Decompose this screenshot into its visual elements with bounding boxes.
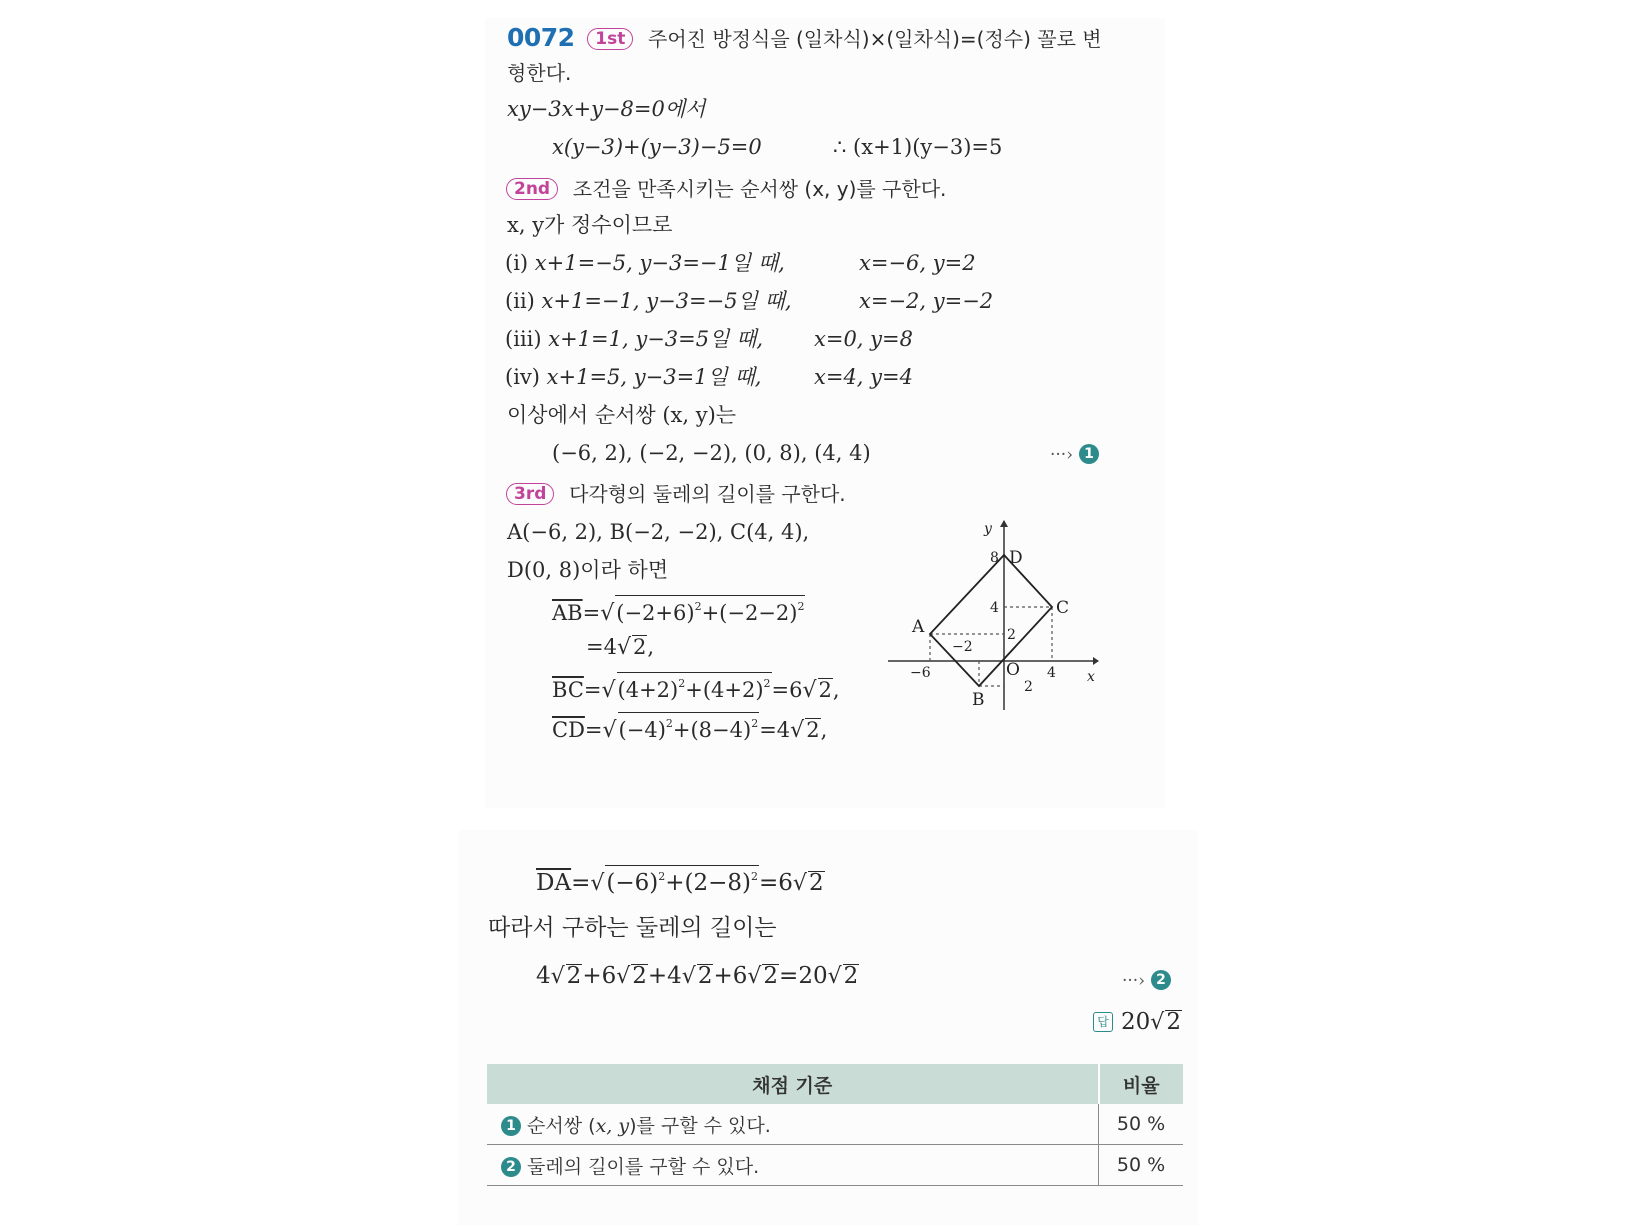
- tick-x4: 4: [1047, 665, 1056, 681]
- case-label: (ⅳ): [505, 365, 540, 389]
- perimeter-marker: [1122, 965, 1171, 995]
- step1-text: 주어진 방정식을 (일차식)×(일차식)=(정수) 꼴로 변: [648, 27, 1102, 51]
- perimeter-radicand: 2: [632, 963, 647, 989]
- label-d: D: [1009, 548, 1023, 568]
- marker-1-icon: 1: [1079, 444, 1099, 464]
- step2-header: [500, 175, 946, 203]
- radicand-part: +(2−8): [665, 870, 751, 896]
- perimeter-term: +6: [713, 963, 748, 989]
- equation-factored-result: ∴ (x+1)(y−3)=5: [833, 135, 1003, 159]
- result-tail: ,: [647, 635, 655, 659]
- perimeter-term: 4: [536, 963, 551, 989]
- header-ratio: 비율: [1099, 1064, 1184, 1104]
- result-coef: =4: [759, 718, 791, 742]
- step1-text-continued: 형한다.: [507, 61, 572, 85]
- step3-text: 다각형의 둘레의 길이를 구한다.: [569, 482, 846, 506]
- leader-dots: ···›: [1122, 971, 1146, 991]
- criterion-cell: [487, 1104, 1099, 1145]
- leader-dots: ···›: [1050, 445, 1074, 465]
- criterion-text: 순서쌍 (: [527, 1114, 596, 1137]
- criterion-text: )를 구할 수 있다.: [629, 1114, 771, 1137]
- integer-note: x, y가 정수이므로: [507, 213, 673, 237]
- distance-cd: $\overline{CD}=√(-4)^2+(8-4)^2=4√2$,: [552, 712, 827, 745]
- step2-tag: 2nd: [506, 178, 558, 200]
- criterion-cell: [487, 1145, 1099, 1186]
- radicand-part: (−4): [618, 718, 666, 742]
- tick-yneg2: 2: [1024, 679, 1033, 695]
- case-condition: x+1=5, y−3=1일 때,: [546, 365, 762, 389]
- problem-number: 0072: [507, 23, 575, 52]
- criterion-variable: x, y: [595, 1114, 630, 1137]
- case-label: (ⅰ): [505, 251, 529, 275]
- result-coef: =4: [586, 635, 617, 659]
- case-label: (ⅱ): [505, 289, 535, 313]
- points-definition: A(−6, 2), B(−2, −2), C(4, 4),: [507, 520, 810, 544]
- case-4: [505, 363, 761, 391]
- perimeter-term: =20: [779, 963, 828, 989]
- tick-y4: 4: [990, 600, 999, 616]
- quadrilateral-diagram: [880, 515, 1110, 720]
- label-a: A: [912, 617, 925, 637]
- case-result: x=−2, y=−2: [859, 289, 994, 313]
- segment-name: $\overline{BC}$: [552, 678, 584, 702]
- x-axis-arrow-icon: [1093, 657, 1099, 665]
- label-origin: O: [1006, 660, 1020, 680]
- label-c: C: [1056, 598, 1070, 618]
- pairs-marker: [1050, 439, 1099, 469]
- points-definition-continued: D(0, 8)이라 하면: [507, 558, 669, 582]
- result-radicand: 2: [633, 635, 647, 659]
- result-tail: ,: [820, 718, 828, 742]
- scoring-table: [487, 1064, 1183, 1186]
- case-result: x=−6, y=2: [859, 251, 976, 275]
- tick-xneg2: −2: [952, 639, 973, 655]
- marker-2-icon: 2: [501, 1157, 521, 1177]
- radicand-part: +(4+2): [685, 678, 764, 702]
- perimeter-intro: 따라서 구하는 둘레의 길이는: [488, 915, 777, 941]
- case-result: x=4, y=4: [814, 365, 913, 389]
- step3-header: [500, 480, 846, 508]
- result-coef: =6: [771, 678, 803, 702]
- case-3: [505, 325, 763, 353]
- result-tail: ,: [832, 678, 840, 702]
- result-radicand: 2: [806, 718, 820, 742]
- table-header-row: [487, 1064, 1183, 1104]
- perimeter-radicand: 2: [763, 963, 779, 989]
- perimeter-term: +6: [582, 963, 617, 989]
- final-answer: 답 20√2: [1093, 1008, 1182, 1037]
- table-row: [487, 1104, 1183, 1145]
- problem-header: [507, 24, 1102, 53]
- x-axis-label: x: [1087, 669, 1095, 685]
- result-radicand: 2: [818, 678, 832, 702]
- tick-y8: 8: [990, 550, 999, 566]
- radicand-part: +(8−4): [672, 718, 752, 742]
- result-radicand: 2: [808, 870, 824, 896]
- header-criterion: 채점 기준: [487, 1064, 1099, 1104]
- tick-xneg6: −6: [910, 665, 931, 681]
- answer-radicand: 2: [1166, 1009, 1181, 1035]
- distance-da: $\overline{DA}=√(-6)^2+(2-8)^2=6√2$: [536, 865, 825, 898]
- segment-name: $\overline{AB}$: [552, 601, 583, 625]
- y-axis-label: y: [984, 521, 992, 537]
- case-1: [505, 249, 785, 277]
- case-result: x=0, y=8: [814, 327, 913, 351]
- perimeter-radicand: 2: [843, 963, 859, 989]
- equation-factoring: [552, 133, 762, 161]
- radicand-part: (−6): [606, 870, 659, 896]
- equation-original: xy−3x+y−8=0에서: [507, 97, 706, 121]
- marker-1-icon: 1: [501, 1116, 521, 1136]
- ratio-cell: 50 %: [1099, 1145, 1184, 1186]
- case-condition: x+1=−5, y−3=−1일 때,: [534, 251, 785, 275]
- answer-icon: 답: [1093, 1012, 1113, 1032]
- tick-y2: 2: [1007, 627, 1016, 643]
- segment-name: $\overline{DA}$: [536, 870, 572, 896]
- ordered-pairs: (−6, 2), (−2, −2), (0, 8), (4, 4): [552, 441, 871, 465]
- radicand-part: (4+2): [617, 678, 679, 702]
- table-row: [487, 1145, 1183, 1186]
- distance-ab-result: =4√2,: [586, 635, 655, 660]
- answer-coef: 20: [1121, 1009, 1151, 1035]
- step2-text: 조건을 만족시키는 순서쌍 (x, y)를 구한다.: [572, 177, 947, 201]
- segment-name: $\overline{CD}$: [552, 718, 585, 742]
- case-label: (ⅲ): [505, 327, 542, 351]
- equation-step: x(y−3)+(y−3)−5=0: [552, 135, 762, 159]
- perimeter-sum: 4√2+6√2+4√2+6√2=20√2: [536, 963, 859, 989]
- marker-2-icon: 2: [1151, 970, 1171, 990]
- label-b: B: [972, 690, 985, 710]
- ratio-cell: 50 %: [1099, 1104, 1184, 1145]
- result-coef: =6: [759, 870, 793, 896]
- y-axis-arrow-icon: [1000, 520, 1008, 527]
- case-condition: x+1=1, y−3=5일 때,: [548, 327, 764, 351]
- case-condition: x+1=−1, y−3=−5일 때,: [541, 289, 792, 313]
- distance-bc: $\overline{BC}=√(4+2)^2+(4+2)^2=6√2$,: [552, 672, 840, 705]
- quadrilateral-abcd: [930, 555, 1052, 686]
- radicand-part: (−2+6): [616, 601, 695, 625]
- criterion-text: 둘레의 길이를 구할 수 있다.: [527, 1155, 760, 1178]
- step3-tag: 3rd: [506, 483, 554, 505]
- perimeter-radicand: 2: [697, 963, 713, 989]
- perimeter-term: +4: [647, 963, 682, 989]
- step1-tag: 1st: [587, 28, 633, 50]
- perimeter-radicand: 2: [566, 963, 582, 989]
- pairs-intro: 이상에서 순서쌍 (x, y)는: [507, 403, 737, 427]
- radicand-part: +(−2−2): [701, 601, 798, 625]
- distance-ab: $\overline{AB}=√(-2+6)^2+(-2-2)^2$: [552, 595, 805, 628]
- case-2: [505, 287, 792, 315]
